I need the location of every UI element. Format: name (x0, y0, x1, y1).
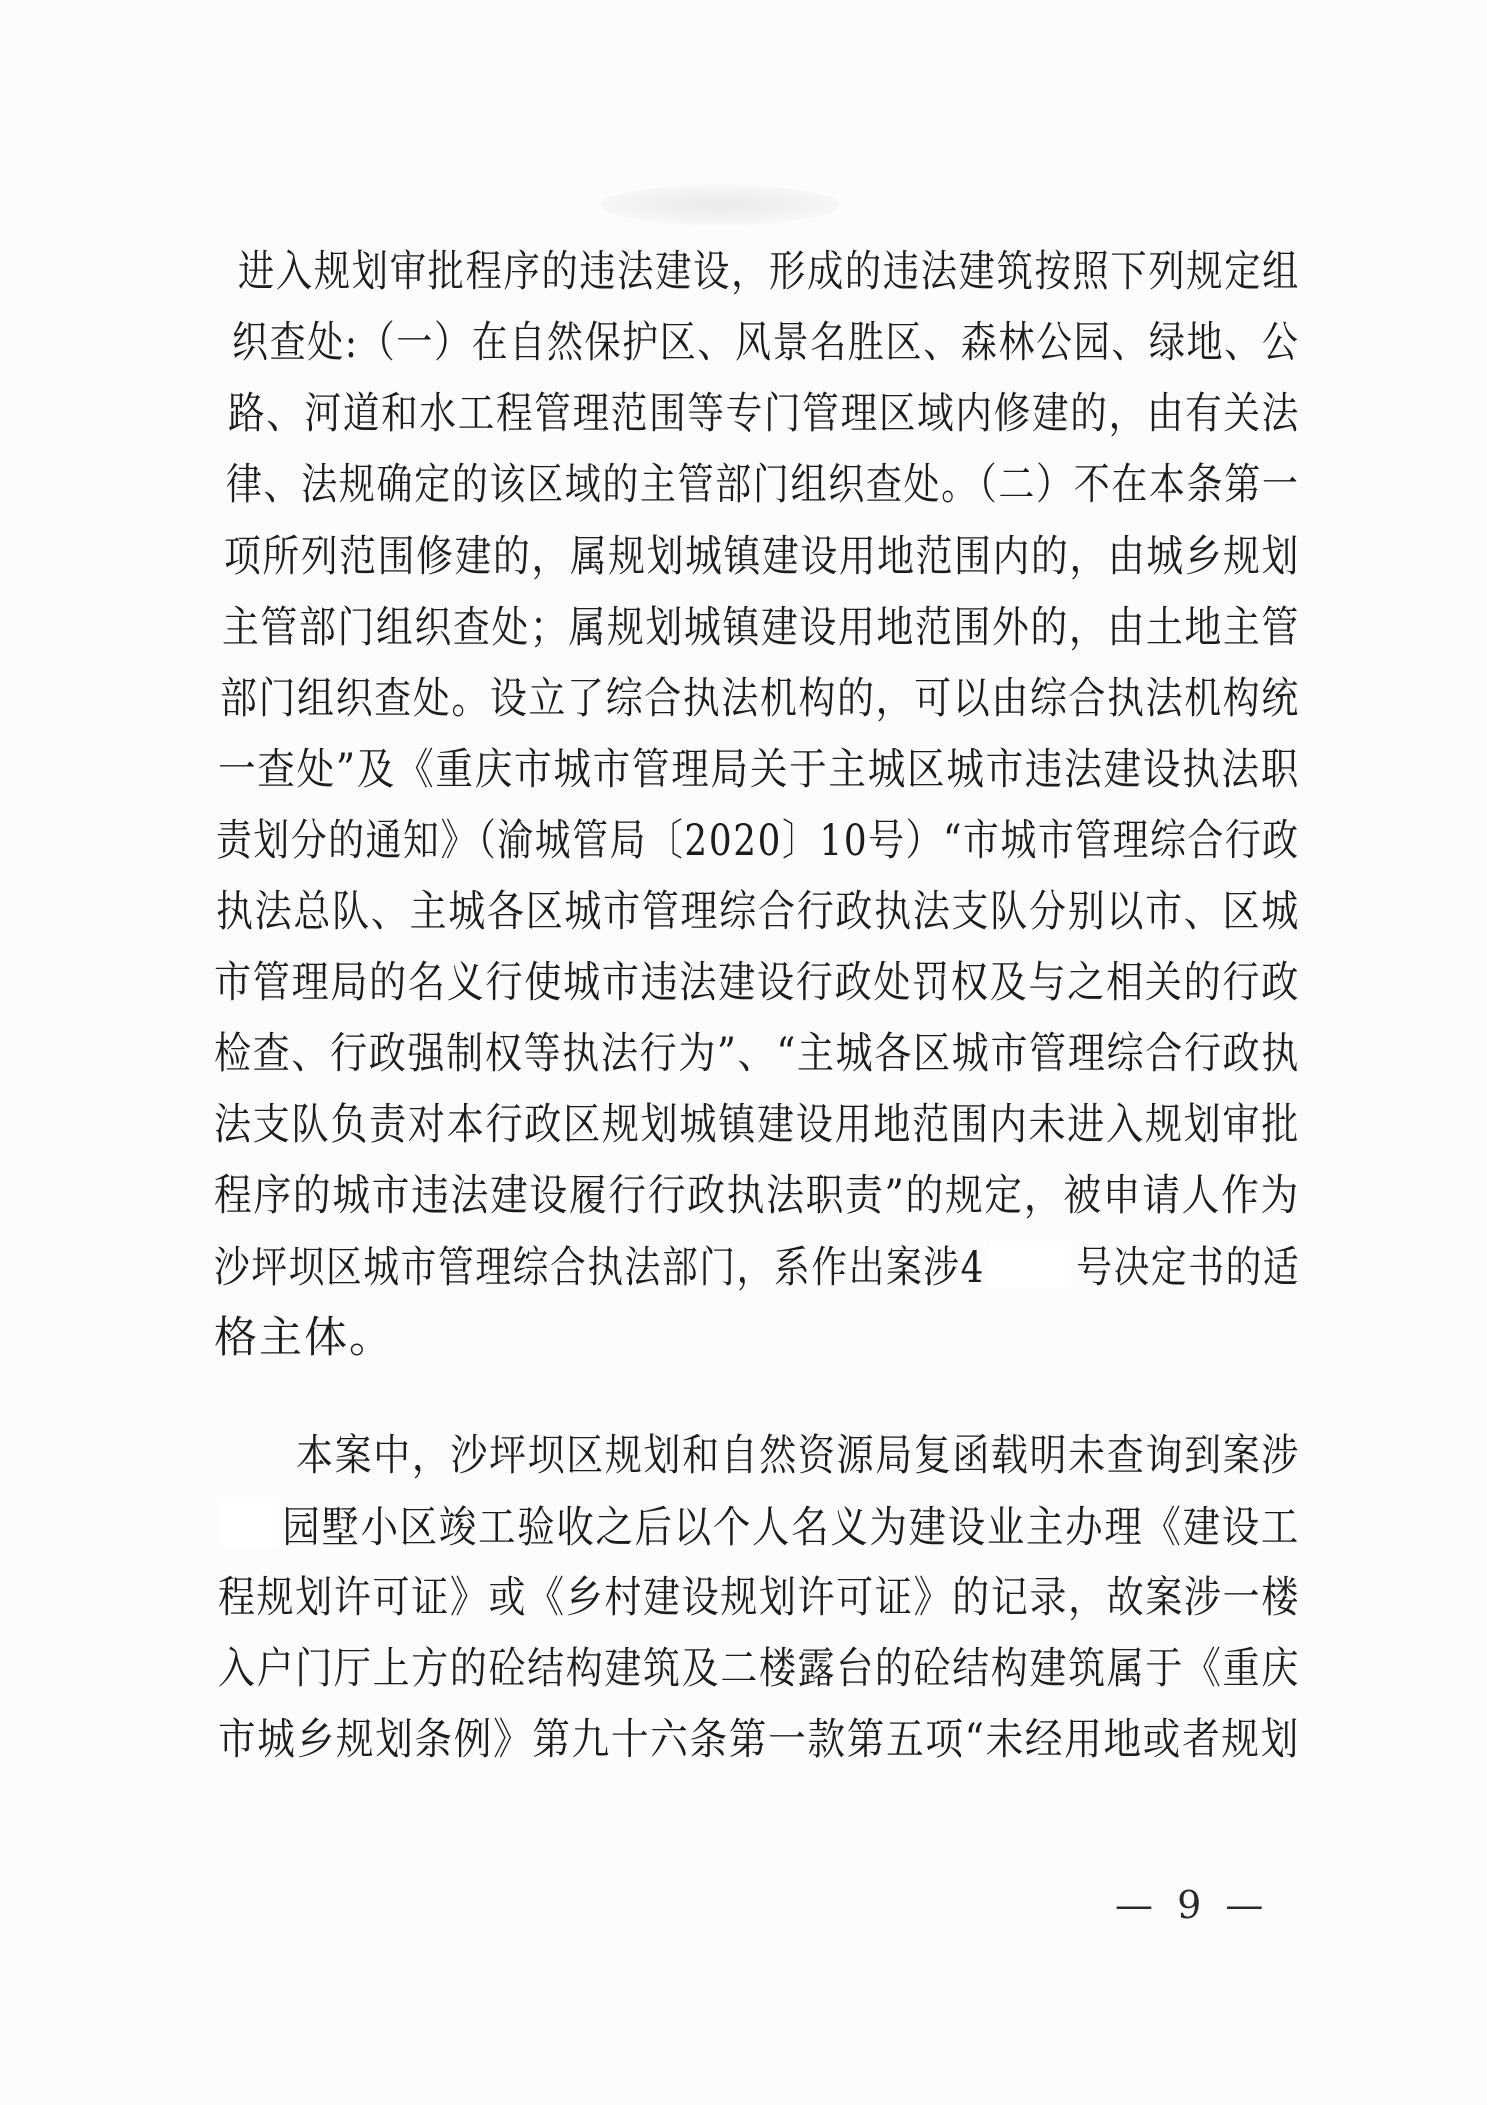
body-line-12: 检查、行政强制权等执法行为”、“主城各区城市管理综合行政执 (214, 1029, 1301, 1079)
body-line-13: 法支队负责对本行政区规划城镇建设用地范围内未进入规划审批 (214, 1100, 1300, 1150)
body-line-6: 主管部门组织查处；属规划城镇建设用地范围外的，由土地主管 (222, 603, 1301, 653)
body-line-2: 织查处:（一）在自然保护区、风景名胜区、森林公园、绿地、公 (232, 318, 1300, 368)
paragraph-2-line-4: 入户门厅上方的砼结构建筑及二楼露台的砼结构建筑属于《重庆 (218, 1644, 1300, 1694)
body-line-7: 部门组织查处。设立了综合执法机构的，可以由综合执法机构统 (220, 674, 1300, 724)
body-line-5: 项所列范围修建的，属规划城镇建设用地范围内的，由城乡规划 (224, 532, 1301, 582)
body-line-8: 一查处”及《重庆市城市管理局关于主城区城市违法建设执法职 (218, 745, 1301, 795)
paragraph-2-line-5: 市城乡规划条例》第九十六条第一款第五项“未经用地或者规划 (218, 1715, 1301, 1765)
body-line-10: 执法总队、主城各区城市管理综合行政执法支队分别以市、区城 (216, 887, 1300, 937)
body-line-9: 责划分的通知》（渝城管局〔2020〕10号）“市城市管理综合行政 (216, 816, 1300, 866)
paragraph-2-line-3: 程规划许可证》或《乡村建设规划许可证》的记录，故案涉一楼 (218, 1573, 1300, 1623)
redacted-block (990, 1242, 1071, 1288)
body-line-4: 律、法规确定的该区域的主管部门组织查处。（二）不在本条第一 (226, 460, 1300, 510)
body-line-11: 市管理局的名义行使城市违法建设行政处罚权及与之相关的行政 (214, 958, 1300, 1008)
redacted-block (218, 1502, 279, 1548)
paragraph-2-line-2-text: 园墅小区竣工验收之后以个人名义为建设业主办理《建设工 (282, 1503, 1301, 1553)
paragraph-2-line-2 (218, 1502, 1300, 1553)
body-line-16: 格主体。 (214, 1313, 394, 1363)
body-line-1: 进入规划审批程序的违法建设，形成的违法建筑按照下列规定组 (238, 247, 1301, 297)
page-number: — 9 — (1115, 1883, 1270, 1927)
body-line-15-after: 号决定书的适 (1076, 1243, 1301, 1293)
paragraph-2-line-1: 本案中，沙坪坝区规划和自然资源局复函载明未查询到案涉 (296, 1431, 1300, 1481)
body-line-15 (214, 1242, 1300, 1293)
body-line-3: 路、河道和水工程管理范围等专门管理区域内修建的，由有关法 (228, 389, 1301, 439)
body-line-15-before: 沙坪坝区城市管理综合执法部门，系作出案涉4 (214, 1243, 985, 1293)
body-line-14: 程序的城市违法建设履行行政执法职责”的规定，被申请人作为 (214, 1171, 1300, 1221)
